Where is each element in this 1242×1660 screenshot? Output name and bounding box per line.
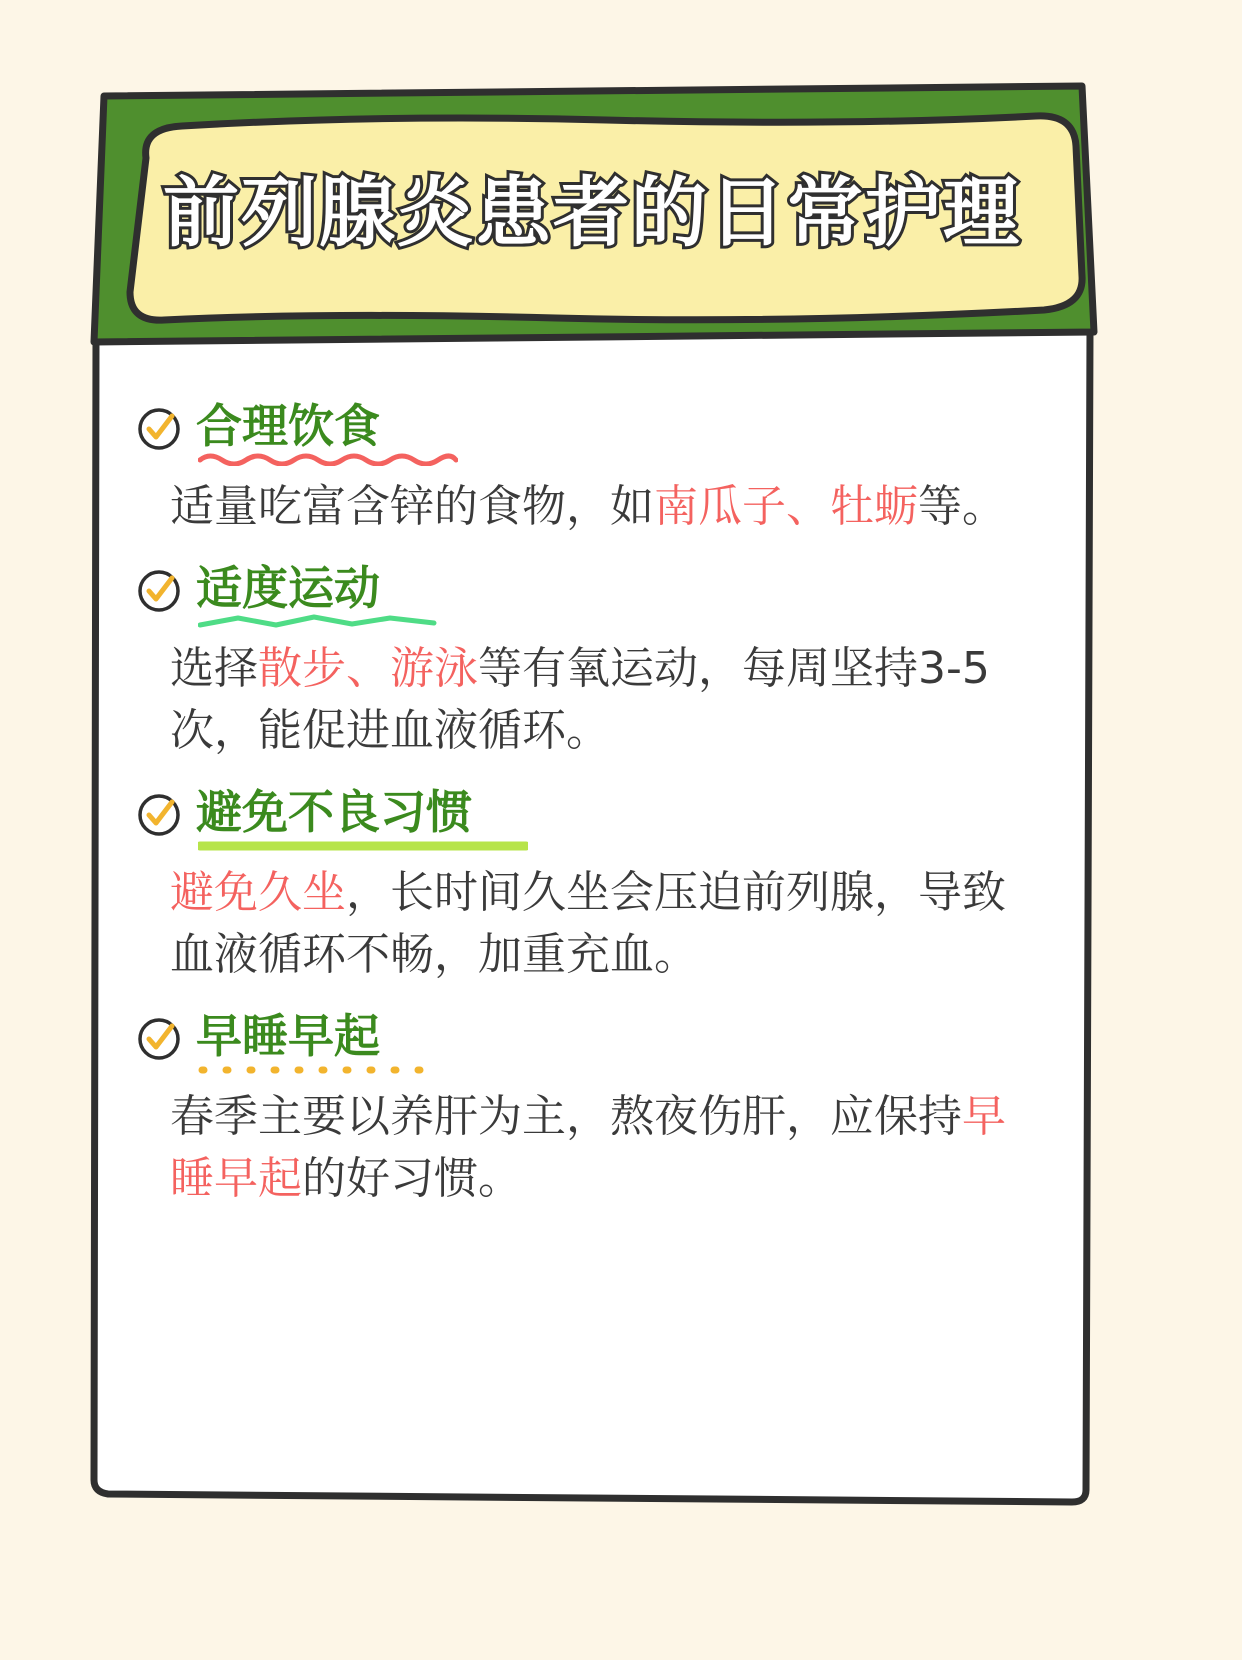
- heading-underline: [198, 838, 528, 852]
- section-heading: 早睡早起: [196, 1010, 380, 1076]
- section-paragraph: 避免久坐，长时间久坐会压迫前列腺，导致血液循环不畅，加重充血。: [170, 867, 1006, 980]
- section-header: [136, 1010, 1048, 1076]
- heading-underline: [198, 614, 438, 628]
- section-heading: 避免不良习惯: [196, 786, 472, 852]
- section-header: [136, 562, 1048, 628]
- section-paragraph: 适量吃富含锌的食物，如南瓜子、牡蛎等。: [170, 481, 1006, 532]
- list-item: [136, 562, 1048, 762]
- list-item: [136, 786, 1048, 986]
- check-circle-icon: [136, 568, 182, 614]
- section-heading: 适度运动: [196, 562, 380, 628]
- page-title: 前列腺炎患者的日常护理: [163, 168, 1021, 257]
- heading-underline: [198, 452, 458, 466]
- section-paragraph: 选择散步、游泳等有氧运动，每周坚持3-5次，能促进血液循环。: [170, 643, 990, 756]
- section-paragraph: 春季主要以养肝为主，熬夜伤肝，应保持早睡早起的好习惯。: [170, 1091, 1006, 1204]
- title-banner: [86, 80, 1098, 340]
- check-circle-icon: [136, 792, 182, 838]
- poster: [86, 80, 1098, 1510]
- list-item: [136, 1010, 1048, 1210]
- section-header: [136, 400, 1048, 466]
- section-header: [136, 786, 1048, 852]
- section-heading: 合理饮食: [196, 400, 380, 466]
- care-tips-list: [136, 400, 1048, 1234]
- check-circle-icon: [136, 1016, 182, 1062]
- heading-underline: [198, 1062, 438, 1076]
- list-item: [136, 400, 1048, 538]
- check-circle-icon: [136, 406, 182, 452]
